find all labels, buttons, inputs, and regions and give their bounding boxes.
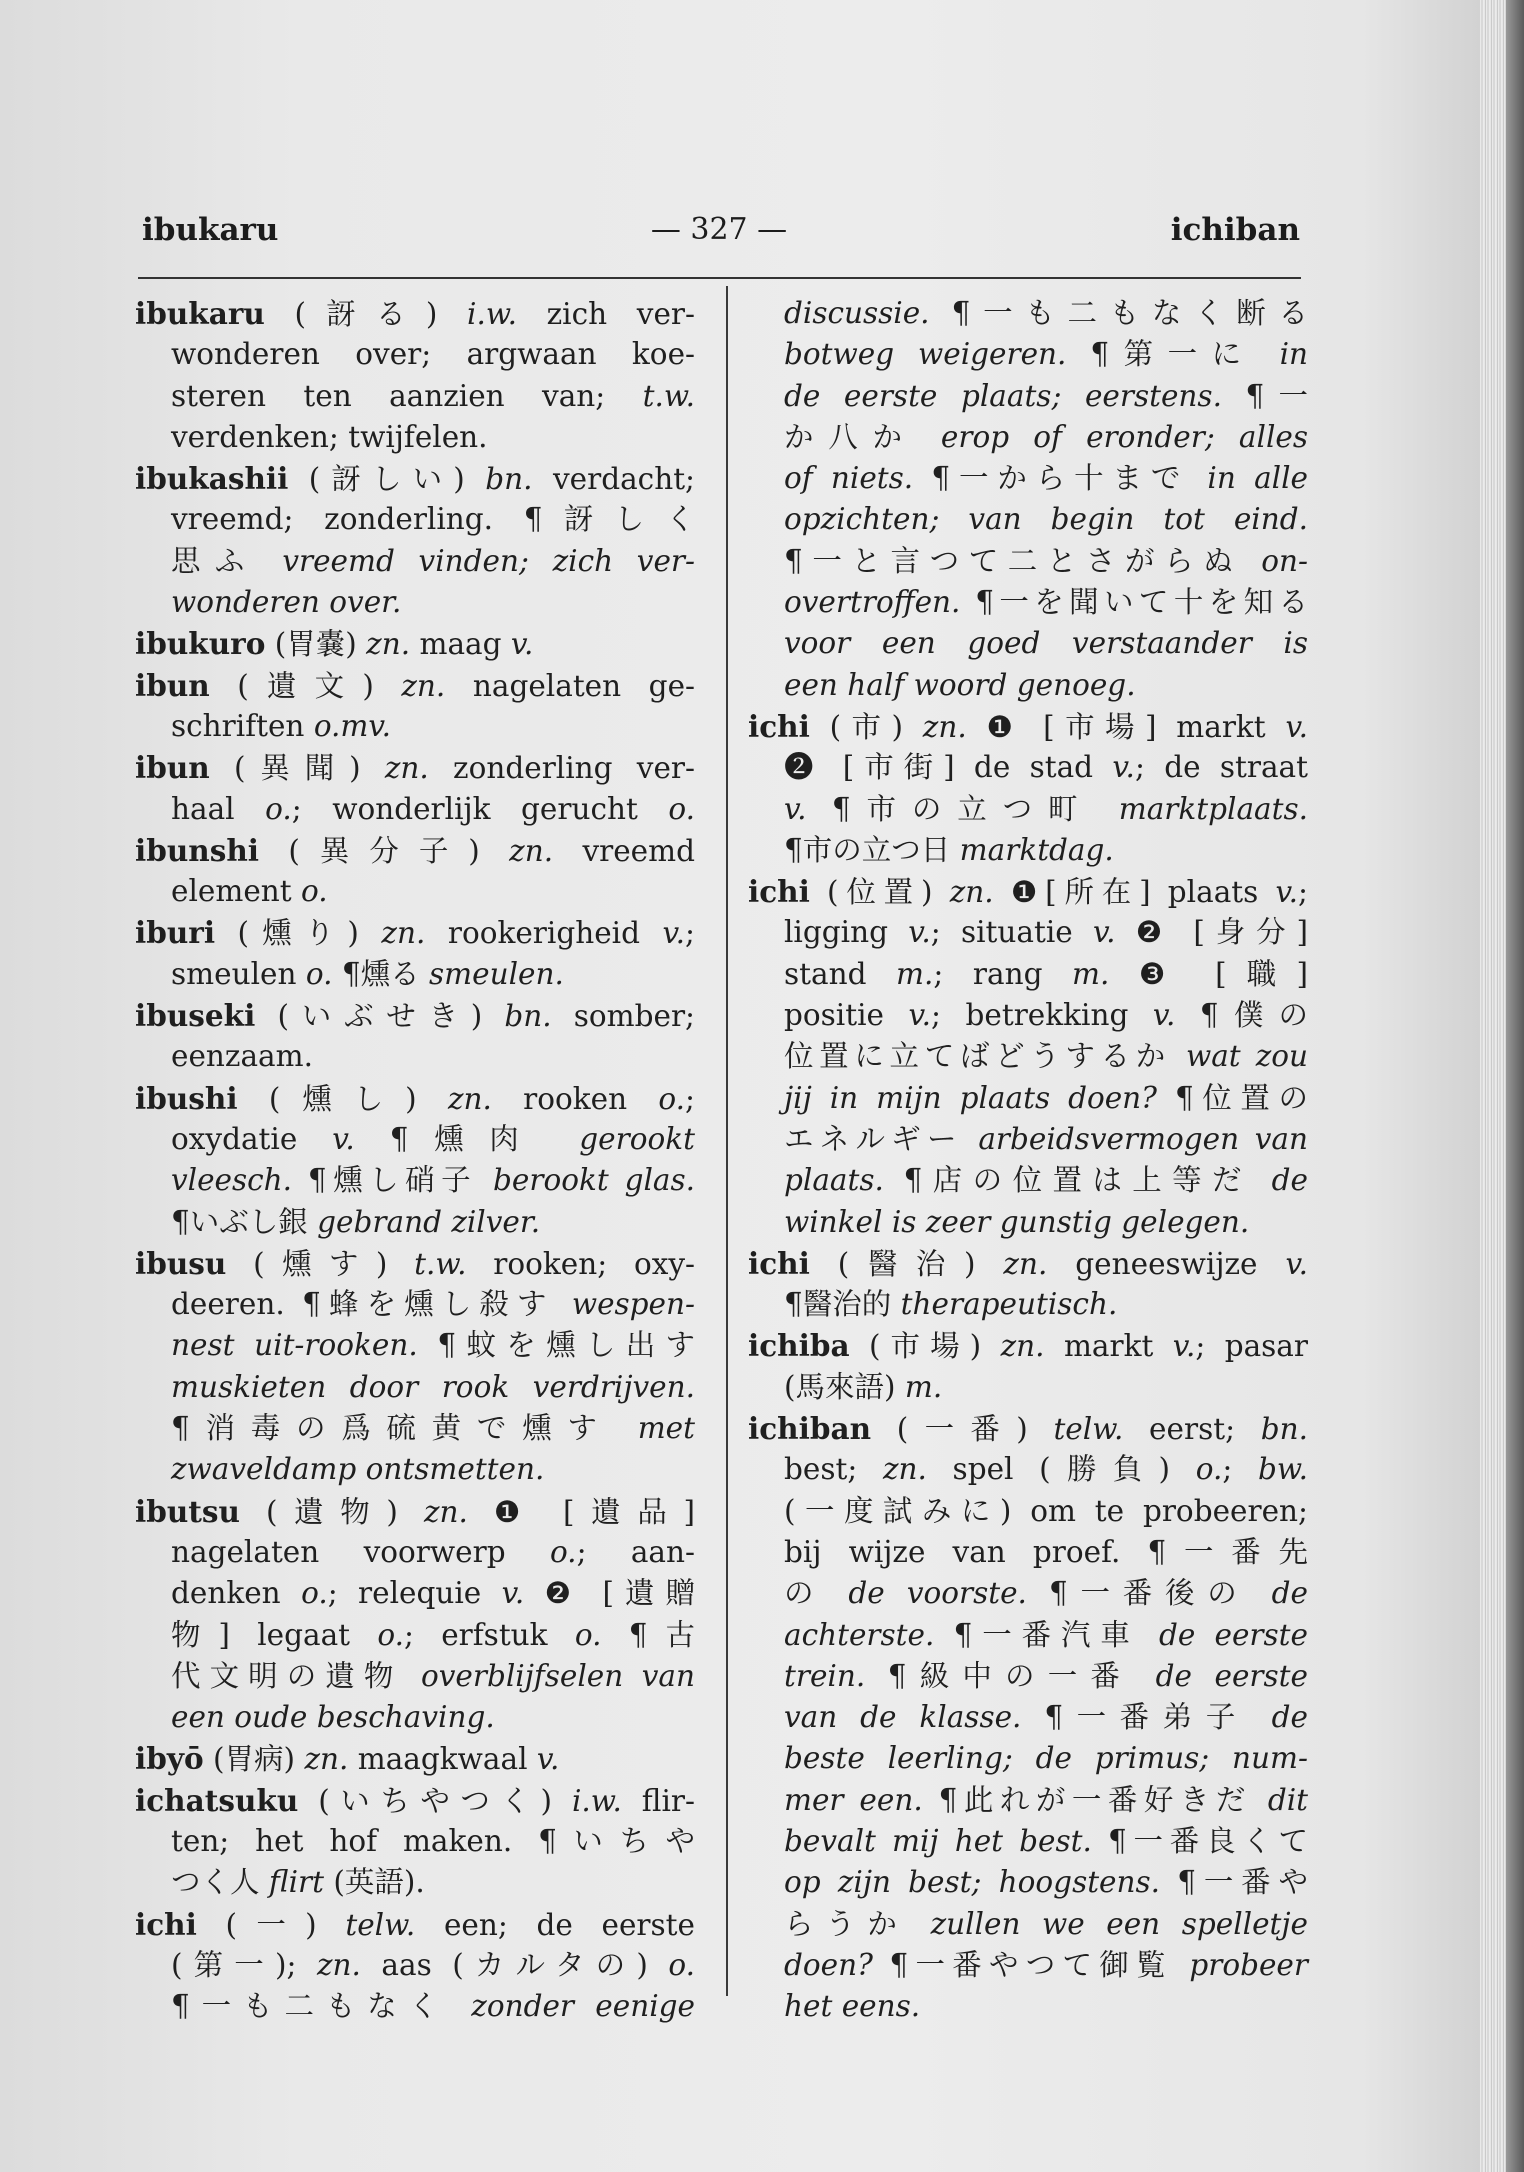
dictionary-line: ibukashii (訝しい) bn. verdacht; xyxy=(135,461,695,497)
dictionary-line: beste leerling; de primus; num- xyxy=(784,1741,1308,1776)
dictionary-line: ichi (市) zn. ❶ [市場] markt v. xyxy=(748,708,1308,744)
dictionary-line: ❷ [市街] de stad v.; de straat xyxy=(784,750,1308,785)
dictionary-line: muskieten door rook verdrijven. xyxy=(171,1369,695,1404)
dictionary-line: ibun (異聞) zn. zonderling ver- xyxy=(135,750,695,786)
dictionary-line: (第一); zn. aas (カルタの) o. xyxy=(171,1947,695,1982)
dictionary-line: trein. ¶級中の一番 de eerste xyxy=(784,1658,1308,1693)
dictionary-line: best; zn. spel (勝負) o.; bw. xyxy=(784,1452,1308,1487)
dictionary-line: overtroffen. ¶一を聞いて十を知る xyxy=(784,585,1308,620)
dictionary-line: ichiba (市場) zn. markt v.; pasar xyxy=(748,1328,1308,1364)
book-spine-shadow xyxy=(1506,0,1524,2172)
dictionary-line: bevalt mij het best. ¶一番良くて xyxy=(784,1823,1308,1858)
dictionary-line: discussie. ¶一も二もなく断る xyxy=(784,296,1308,330)
dictionary-line: schriften o.mv. xyxy=(171,708,391,743)
dictionary-line: ichi (醫治) zn. geneeswijze v. xyxy=(748,1245,1308,1281)
dictionary-line: ibushi (燻し) zn. rooken o.; xyxy=(135,1080,695,1116)
dictionary-line: ibuseki (いぶせき) bn. somber; xyxy=(135,998,695,1034)
dictionary-line: つく人 flirt (英語). xyxy=(171,1865,425,1900)
dictionary-line: (一度試みに) om te probeeren; xyxy=(784,1493,1308,1528)
dictionary-line: haal o.; wonderlijk gerucht o. xyxy=(171,791,695,826)
column-divider xyxy=(726,286,728,1996)
dictionary-line: ¶一も二もなく zonder eenige xyxy=(171,1989,695,2024)
dictionary-line: op zijn best; hoogstens. ¶一番や xyxy=(784,1865,1308,1900)
dictionary-line: ibusu (燻す) t.w. rooken; oxy- xyxy=(135,1245,695,1281)
dictionary-line: wonderen over; argwaan koe- xyxy=(171,337,695,372)
dictionary-line: エネルギー arbeidsvermogen van xyxy=(784,1121,1308,1156)
dictionary-line: ichatsuku (いちやつく) i.w. flir- xyxy=(135,1782,695,1818)
dictionary-line: か八か erop of eronder; alles xyxy=(784,419,1308,454)
dictionary-line: stand m.; rang m. ❸ [職] xyxy=(784,956,1308,991)
dictionary-line: vleesch. ¶燻し硝子 berookt glas. xyxy=(171,1163,695,1198)
dictionary-line: achterste. ¶一番汽車 de eerste xyxy=(784,1617,1308,1652)
left-guide-word: ibukaru xyxy=(142,212,279,248)
dictionary-line: ¶市の立つ日 marktdag. xyxy=(784,832,1114,867)
dictionary-line: らうか zullen we een spelletje xyxy=(784,1906,1308,1941)
dictionary-line: ibunshi (異分子) zn. vreemd xyxy=(135,832,695,868)
dictionary-line: 代文明の遺物 overblijfselen van xyxy=(171,1658,695,1693)
dictionary-line: vreemd; zonderling. ¶訝しく xyxy=(171,502,695,537)
dictionary-line: (馬來語) m. xyxy=(784,1369,943,1404)
header-rule xyxy=(138,277,1301,279)
dictionary-line: plaats. ¶店の位置は上等だ de xyxy=(784,1163,1308,1198)
dictionary-line: doen? ¶一番やつて御覧 probeer xyxy=(784,1947,1308,1982)
dictionary-line: element o. xyxy=(171,874,328,909)
dictionary-line: deeren. ¶蜂を燻し殺す wespen- xyxy=(171,1287,695,1322)
dictionary-line: iburi (燻り) zn. rookerigheid v.; xyxy=(135,915,695,951)
dictionary-line: botweg weigeren. ¶第一に in xyxy=(784,337,1308,372)
dictionary-line: ¶醫治的 therapeutisch. xyxy=(784,1287,1118,1322)
dictionary-line: ichi (一) telw. een; de eerste xyxy=(135,1906,695,1942)
dictionary-line: voor een goed verstaander is xyxy=(784,626,1308,661)
dictionary-line: ten; het hof maken. ¶いちや xyxy=(171,1823,695,1858)
dictionary-line: v. ¶市の立つ町 marktplaats. xyxy=(784,791,1308,826)
dictionary-line: wonderen over. xyxy=(171,585,402,620)
dictionary-line: nest uit-rooken. ¶蚊を燻し出す xyxy=(171,1328,695,1363)
dictionary-line: ibutsu (遺物) zn. ❶ [遺品] xyxy=(135,1493,695,1529)
dictionary-line: jij in mijn plaats doen? ¶位置の xyxy=(784,1080,1308,1115)
dictionary-line: positie v.; betrekking v. ¶僕の xyxy=(784,998,1308,1033)
right-guide-word: ichiban xyxy=(1170,212,1300,248)
dictionary-line: ichiban (一番) telw. eerst; bn. xyxy=(748,1411,1308,1447)
dictionary-line: een half woord genoeg. xyxy=(784,667,1136,702)
dictionary-line: de eerste plaats; eerstens. ¶一 xyxy=(784,378,1308,413)
dictionary-line: bij wijze van proef. ¶一番先 xyxy=(784,1534,1308,1569)
dictionary-line: zwaveldamp ontsmetten. xyxy=(171,1452,545,1487)
dictionary-line: ¶一と言つて二とさがらぬ on- xyxy=(784,543,1308,578)
dictionary-line: steren ten aanzien van; t.w. xyxy=(171,378,695,413)
page-header xyxy=(138,212,1300,262)
dictionary-line: ligging v.; situatie v. ❷ [身分] xyxy=(784,915,1308,950)
dictionary-line: opzichten; van begin tot eind. xyxy=(784,502,1308,537)
dictionary-line: ibun (遺文) zn. nagelaten ge- xyxy=(135,667,695,703)
dictionary-line: の de voorste. ¶一番後の de xyxy=(784,1576,1308,1611)
dictionary-line: of niets. ¶一から十まで in alle xyxy=(784,461,1309,496)
dictionary-line: ichi (位置) zn. ❶[所在] plaats v.; xyxy=(748,874,1308,910)
dictionary-line: ibukuro (胃嚢) zn. maag v. xyxy=(135,626,534,662)
page-number: — 327 — xyxy=(650,212,788,247)
dictionary-line: ¶いぶし銀 gebrand zilver. xyxy=(171,1204,541,1239)
dictionary-line: winkel is zeer gunstig gelegen. xyxy=(784,1204,1250,1239)
right-column xyxy=(748,293,1308,2027)
dictionary-line: oxydatie v. ¶燻肉 gerookt xyxy=(171,1121,695,1156)
dictionary-line: ¶消毒の爲硫黄で燻す met xyxy=(171,1411,695,1446)
dictionary-line: het eens. xyxy=(784,1989,921,2024)
dictionary-line: denken o.; relequie v. ❷ [遺贈 xyxy=(171,1576,695,1611)
dictionary-line: eenzaam. xyxy=(171,1039,313,1074)
dictionary-line: nagelaten voorwerp o.; aan- xyxy=(171,1534,695,1569)
dictionary-line: smeulen o. ¶燻る smeulen. xyxy=(171,956,564,991)
dictionary-line: een oude beschaving. xyxy=(171,1700,495,1735)
dictionary-line: 物] legaat o.; erfstuk o. ¶古 xyxy=(171,1617,695,1652)
dictionary-line: 位置に立てばどうするか wat zou xyxy=(784,1039,1308,1074)
dictionary-line: ibukaru (訝る) i.w. zich ver- xyxy=(135,296,695,331)
left-column xyxy=(135,293,695,2027)
dictionary-line: van de klasse. ¶一番弟子 de xyxy=(784,1700,1308,1735)
dictionary-line: mer een. ¶此れが一番好きだ dit xyxy=(784,1782,1309,1817)
dictionary-line: 思ふ vreemd vinden; zich ver- xyxy=(171,543,695,578)
dictionary-line: ibyō (胃病) zn. maagkwaal v. xyxy=(135,1741,560,1777)
dictionary-line: verdenken; twijfelen. xyxy=(171,419,488,454)
